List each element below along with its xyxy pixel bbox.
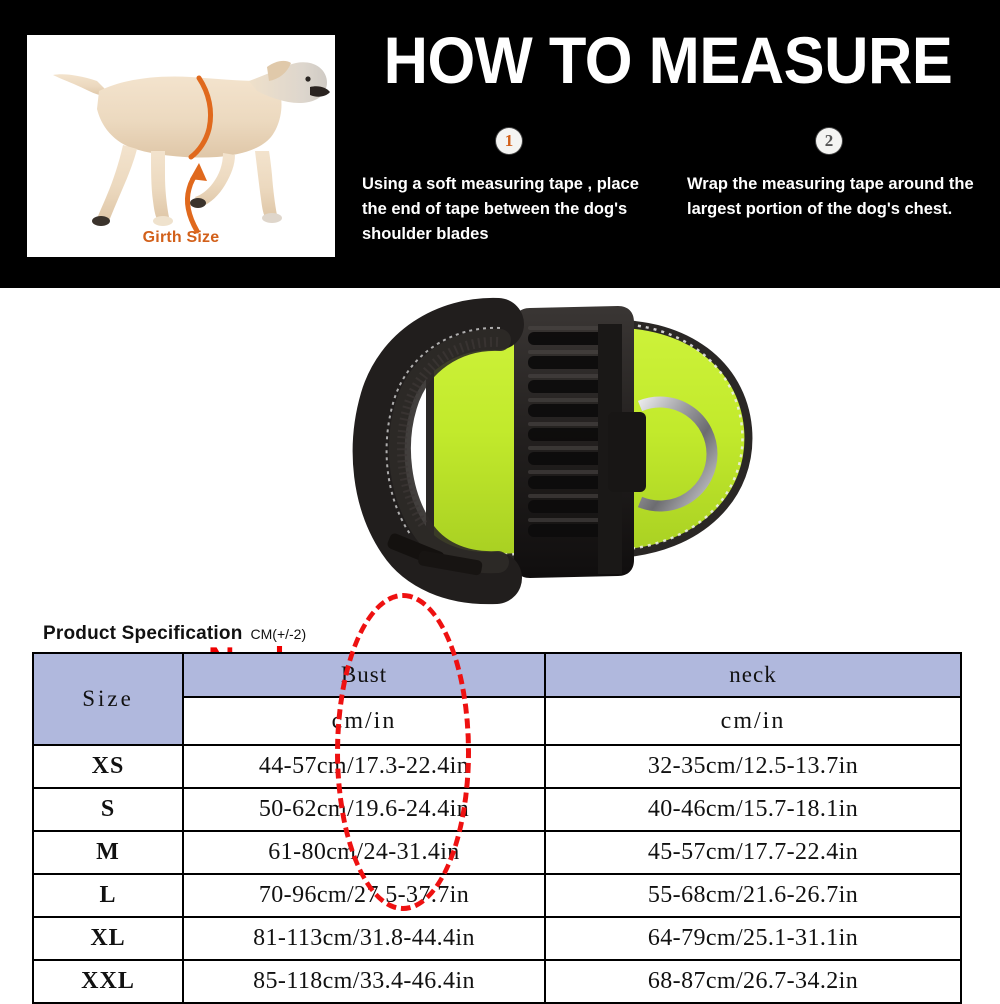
column-header-neck: neck: [545, 653, 961, 697]
step-2-text: Wrap the measuring tape around the largest portion of the dog's chest.: [687, 175, 974, 218]
spec-header: [43, 623, 306, 645]
dog-illustration: [27, 35, 335, 257]
cell-neck: 64-79cm/25.1-31.1in: [545, 917, 961, 960]
dog-photo-card: [27, 35, 335, 257]
cell-size: XL: [33, 917, 183, 960]
cell-bust: 70-96cm/27.5-37.7in: [183, 874, 545, 917]
cell-bust: 81-113cm/31.8-44.4in: [183, 917, 545, 960]
cell-neck: 32-35cm/12.5-13.7in: [545, 745, 961, 788]
table-row: [33, 917, 961, 960]
neck-highlight-ellipse: [335, 593, 471, 911]
step-2: [678, 128, 980, 247]
table-body: [33, 745, 961, 1003]
cell-bust: 61-80cm/24-31.4in: [183, 831, 545, 874]
cell-size: XS: [33, 745, 183, 788]
header-banner: [0, 0, 1000, 288]
cell-size: L: [33, 874, 183, 917]
cell-size: M: [33, 831, 183, 874]
table-row: [33, 831, 961, 874]
cell-size: S: [33, 788, 183, 831]
table-row: [33, 874, 961, 917]
column-unit-neck: cm/in: [545, 697, 961, 745]
cell-neck: 68-87cm/26.7-34.2in: [545, 960, 961, 1003]
product-photo-area: [0, 288, 1000, 613]
cell-size: XXL: [33, 960, 183, 1003]
table-row: [33, 745, 961, 788]
steps-list: [358, 128, 980, 247]
table-header-row-1: [33, 653, 961, 697]
cell-bust: 44-57cm/17.3-22.4in: [183, 745, 545, 788]
column-unit-bust: cm/in: [183, 697, 545, 745]
step-1-number-badge: 1: [496, 128, 522, 154]
cell-bust: 50-62cm/19.6-24.4in: [183, 788, 545, 831]
column-header-size: Size: [33, 653, 183, 745]
size-spec-table: [32, 652, 962, 1004]
cell-neck: 55-68cm/21.6-26.7in: [545, 874, 961, 917]
step-2-number-badge: 2: [816, 128, 842, 154]
table-row: [33, 960, 961, 1003]
page-title: HOW TO MEASURE: [383, 23, 953, 97]
spec-title: Product Specification: [43, 623, 243, 644]
column-header-bust: Bust: [183, 653, 545, 697]
cell-bust: 85-118cm/33.4-46.4in: [183, 960, 545, 1003]
spec-unit-note: CM(+/-2): [250, 626, 307, 642]
step-1-text: Using a soft measuring tape , place the end of tape between the dog's shoulder blades: [362, 175, 639, 243]
dog-harness-image: [0, 288, 1000, 613]
step-1: [358, 128, 660, 247]
girth-size-caption: Girth Size: [142, 229, 220, 246]
dog-photo: [27, 35, 335, 257]
cell-neck: 45-57cm/17.7-22.4in: [545, 831, 961, 874]
cell-neck: 40-46cm/15.7-18.1in: [545, 788, 961, 831]
table-row: [33, 788, 961, 831]
